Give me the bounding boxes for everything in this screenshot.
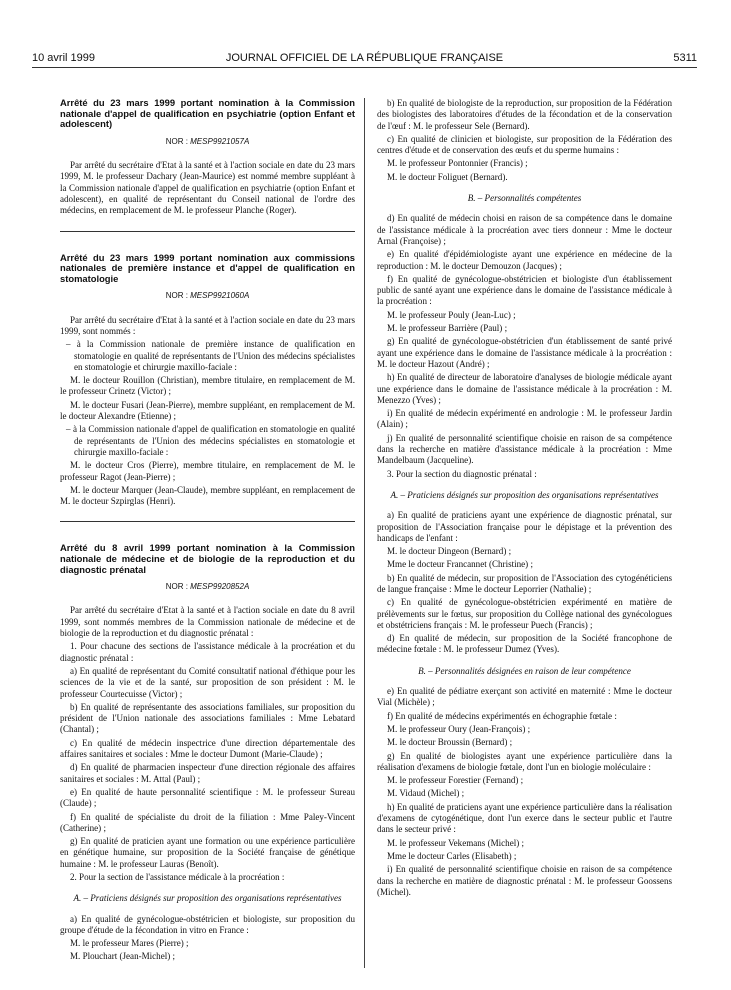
paragraph: i) En qualité de personnalité scientifique choisie en raison de sa compétence dans la recherche en matière de diagnostic prénatal : M. le professeur Goossens (Michel). — [377, 864, 672, 897]
dash-list-item: – à la Commission nationale de première instance de qualification en stomatologie en qualité de représentants de l'Union des médecins spécialistes en stomatologie et chirurgie maxillo-faciale : — [66, 339, 355, 372]
paragraph: c) En qualité de médecin inspectrice d'une direction départementale des affaires sanitaires et sociales : Mme le docteur Dumont (Marie-Claude) ; — [60, 737, 355, 760]
paragraph: g) En qualité de gynécologue-obstétricien d'un établissement de santé privé ayant une expérience dans le domaine de l'assistance médicale à la procréation : M. le docteur Hazout (André) ; — [377, 336, 672, 369]
paragraph: M. le docteur Fusari (Jean-Pierre), membre suppléant, en remplacement de M. le docteur Alexandre (Etienne) ; — [60, 399, 355, 422]
paragraph: M. le professeur Pontonnier (Francis) ; — [387, 158, 528, 169]
paragraph: M. le docteur Dingeon (Bernard) ; — [387, 546, 512, 557]
decree-title: Arrêté du 23 mars 1999 portant nomination à la Commission nationale d'appel de qualification en psychiatrie (option Enfant et adolescent) — [60, 97, 355, 130]
paragraph: M. le professeur Mares (Pierre) ; — [70, 938, 189, 949]
section-divider — [60, 521, 355, 522]
page-header — [32, 52, 697, 68]
paragraph: h) En qualité de directeur de laboratoire d'analyses de biologie médicale ayant une expérience dans le domaine de l'assistance médicale à la procréation : M. Menezzo (Yves) ; — [377, 372, 672, 405]
paragraph: d) En qualité de pharmacien inspecteur d'une direction régionale des affaires sanitaires et sociales : M. Attal (Paul) ; — [60, 762, 355, 784]
subsection-heading — [377, 490, 672, 501]
nor-reference — [60, 290, 355, 301]
header-date: 10 avril 1999 — [32, 52, 95, 64]
decree-title: Arrêté du 23 mars 1999 portant nomination aux commissions nationales de première instance et d'appel de qualification en stomatologie — [60, 251, 355, 284]
dash-list-item: – à la Commission nationale d'appel de qualification en stomatologie en qualité de représentants de l'Union des médecins spécialistes en stomatologie et chirurgie maxillo-faciale : — [66, 424, 355, 457]
paragraph: Mme le docteur Francannet (Christine) ; — [387, 559, 533, 570]
right-column — [377, 98, 672, 900]
paragraph: M. le professeur Pouly (Jean-Luc) ; — [387, 309, 516, 320]
paragraph: i) En qualité de médecin expérimenté en andrologie : M. le professeur Jardin (Alain) ; — [377, 408, 672, 430]
column-separator — [364, 98, 365, 968]
paragraph: a) En qualité de représentant du Comité consultatif national d'éthique pour les sciences de la vie et de la santé, sur proposition de son président : M. le professeur Courtecuisse (Victor) ; — [60, 665, 355, 699]
nor-code: MESP9921060A — [190, 291, 250, 301]
header-page-number: 5311 — [673, 52, 697, 64]
subsection-heading-text: A. – Praticiens désignés sur proposition des organisations représentatives — [390, 489, 659, 500]
subsection-heading-text: B. – Personnalités désignées en raison de leur compétence — [418, 665, 631, 676]
paragraph: 2. Pour la section de l'assistance médicale à la procréation : — [70, 872, 285, 882]
nor-reference — [60, 136, 355, 147]
paragraph: g) En qualité de praticien ayant une formation ou une expérience particulière en génétique humaine, sur proposition de la Société française de génétique humaine : M. le professeur Lauras (Benoît). — [60, 836, 355, 869]
nor-label: NOR : — [165, 291, 191, 301]
paragraph: f) En qualité de gynécologue-obstétricien et biologiste d'un établissement public de santé ayant une expérience dans le domaine de l'assistance médicale à la procréation : — [377, 273, 672, 307]
nor-code: MESP9921057A — [190, 136, 250, 146]
paragraph: Par arrêté du secrétaire d'Etat à la santé et à l'action sociale en date du 8 avril 1999, sont nommés membres de la Commission nationale de médecine et de biologie de la reproduction et du diagnostic prénatal : — [60, 605, 355, 639]
paragraph: b) En qualité de médecin, sur proposition de l'Association des cytogénéticiens de langue française : Mme le docteur Leporrier (Nathalie) ; — [377, 572, 672, 594]
paragraph: M. Vidaud (Michel) ; — [387, 788, 465, 799]
paragraph: j) En qualité de personnalité scientifique choisie en raison de sa compétence dans la recherche en matière d'assistance médicale à la procréation : Mme Mandelbaum (Jacqueline). — [377, 432, 672, 466]
paragraph: c) En qualité de clinicien et biologiste, sur proposition de la Fédération des centres d'étude et de conservation des œufs et du sperme humains : — [377, 133, 672, 156]
paragraph: Par arrêté du secrétaire d'Etat à la santé et à l'action sociale en date du 23 mars 1999, M. le professeur Dachary (Jean-Maurice) est nommé membre suppléant à la Commission nationale d'appel de qualification en psychiatrie (option Enfant et adolescent), en qualité de représentant du Conseil national de l'ordre des médecins, en remplacement de M. le professeur Planche (Roger). — [60, 160, 355, 216]
paragraph: M. le docteur Marquer (Jean-Claude), membre suppléant, en remplacement de M. le docteur Szpirglas (Henri). — [60, 484, 355, 507]
paragraph: e) En qualité de haute personnalité scientifique : M. le professeur Sureau (Claude) ; — [60, 786, 355, 809]
subsection-heading-text: A. – Praticiens désignés sur proposition des organisations représentatives — [73, 893, 342, 904]
subsection-heading — [377, 666, 672, 677]
paragraph: g) En qualité de biologistes ayant une expérience particulière dans la réalisation d'examens de biologie fœtale, dont l'un en biologie moléculaire : — [377, 750, 672, 772]
nor-label: NOR : — [165, 582, 191, 592]
paragraph: e) En qualité de pédiatre exerçant son activité en maternité : Mme le docteur Vial (Michèle) ; — [377, 686, 672, 708]
paragraph: M. le professeur Forestier (Fernand) ; — [387, 775, 524, 786]
paragraph: a) En qualité de gynécologue-obstétricien et biologiste, sur proposition du groupe d'étude de la fécondation in vitro en France : — [60, 913, 355, 935]
nor-reference — [60, 581, 355, 592]
section-divider — [60, 231, 355, 232]
paragraph: c) En qualité de gynécologue-obstétricien expérimenté en matière de prélèvements sur le fœtus, sur proposition du Collège national des gynécologues et obstétriciens français : M. le professeur Puech (Francis) ; — [377, 597, 672, 630]
paragraph: e) En qualité d'épidémiologiste ayant une expérience en médecine de la reproduction : M. le docteur Demouzon (Jacques) ; — [377, 249, 672, 271]
paragraph: a) En qualité de praticiens ayant une expérience de diagnostic prénatal, sur proposition de l'Association française pour le dépistage et la prévention des handicaps de l'enfant : — [377, 510, 672, 543]
paragraph: 3. Pour la section du diagnostic prénatal : — [387, 468, 537, 479]
paragraph: f) En qualité de spécialiste du droit de la filiation : Mme Paley-Vincent (Catherine) ; — [60, 811, 355, 833]
left-column — [60, 98, 355, 965]
paragraph: M. le docteur Broussin (Bernard) ; — [387, 737, 513, 748]
paragraph: d) En qualité de médecin choisi en raison de sa compétence dans le domaine de l'assistance médicale à la procréation avec tiers donneur : Mme le docteur Arnal (Françoise) ; — [377, 213, 672, 246]
subsection-heading-text: B. – Personnalités compétentes — [467, 193, 582, 204]
decree-title: Arrêté du 8 avril 1999 portant nomination à la Commission nationale de médecine et de biologie de la reproduction et du diagnostic prénatal — [60, 542, 355, 575]
paragraph: b) En qualité de biologiste de la reproduction, sur proposition de la Fédération des biologistes des laboratoires d'études de la fécondation et de la conservation de l'œuf : M. le professeur Sele (Bernard). — [377, 98, 672, 131]
header-journal-title: JOURNAL OFFICIEL DE LA RÉPUBLIQUE FRANÇAISE — [225, 52, 504, 64]
nor-code: MESP9920852A — [190, 582, 250, 592]
paragraph: M. le professeur Vekemans (Michel) ; — [387, 837, 525, 848]
paragraph: M. Plouchart (Jean-Michel) ; — [70, 951, 176, 962]
paragraph: h) En qualité de praticiens ayant une expérience particulière dans la réalisation d'examens de cytogénétique, dont l'un exerce dans le secteur public et l'autre dans le secteur privé : — [377, 801, 672, 835]
paragraph: M. le docteur Cros (Pierre), membre titulaire, en remplacement de M. le professeur Ragot (Jean-Pierre) ; — [60, 460, 355, 482]
subsection-heading — [60, 893, 355, 904]
paragraph: M. le docteur Rouillon (Christian), membre titulaire, en remplacement de M. le professeur Crinetz (Victor) ; — [60, 375, 355, 397]
paragraph: b) En qualité de représentante des associations familiales, sur proposition du président de l'Union nationale des associations familiales : Mme Lebatard (Chantal) ; — [60, 701, 355, 735]
nor-label: NOR : — [165, 136, 191, 146]
subsection-heading — [377, 193, 672, 204]
paragraph: Mme le docteur Carles (Elisabeth) ; — [387, 850, 517, 861]
paragraph: Par arrêté du secrétaire d'Etat à la santé et à l'action sociale en date du 23 mars 1999, sont nommés : — [60, 314, 355, 336]
paragraph: M. le professeur Barrière (Paul) ; — [387, 323, 508, 334]
paragraph: f) En qualité de médecins expérimentés en échographie fœtale : — [387, 710, 617, 721]
paragraph: 1. Pour chacune des sections de l'assistance médicale à la procréation et du diagnostic prénatal : — [60, 641, 355, 663]
paragraph: d) En qualité de médecin, sur proposition de la Société francophone de médecine fœtale : M. le professeur Dumez (Yves). — [377, 633, 672, 655]
header-rule — [32, 67, 697, 68]
paragraph: M. le professeur Oury (Jean-François) ; — [387, 723, 531, 734]
paragraph: M. le docteur Foliguet (Bernard). — [387, 171, 508, 182]
